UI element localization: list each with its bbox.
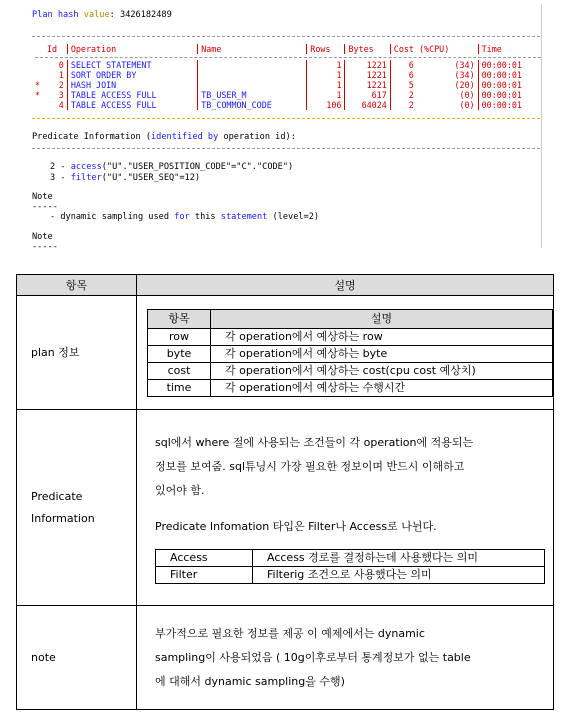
execution-plan-output bbox=[28, 4, 548, 252]
mark bbox=[32, 60, 44, 70]
mark: * bbox=[35, 80, 41, 90]
plan-hash-line: Plan hash value: 3426182489 bbox=[32, 10, 172, 20]
note-line: - dynamic sampling used for this statement (level=2) bbox=[50, 212, 320, 222]
plan-header-row bbox=[32, 44, 544, 54]
inner-header-item: 항목 bbox=[148, 309, 211, 328]
plan-row-cpu: (0) bbox=[459, 90, 475, 100]
plan-row-id: 2 bbox=[58, 80, 64, 90]
plan-row bbox=[32, 70, 544, 80]
plan-row-id: 0 bbox=[58, 60, 64, 70]
predicate-inner-row bbox=[156, 550, 545, 567]
plan-row-id: 1 bbox=[58, 70, 64, 80]
header-description: 설명 bbox=[137, 275, 554, 296]
predicate-line-2: 2 - access("U"."USER_POSITION_CODE"="C"."CODE") bbox=[50, 162, 294, 172]
predicate-line-3: 3 - filter("U"."USER_SEQ"=12) bbox=[50, 173, 201, 183]
plan-inner-desc: 각 operation에서 예상하는 row bbox=[211, 328, 553, 345]
inner-header-desc: 설명 bbox=[211, 309, 553, 328]
col-bytes: Bytes bbox=[345, 44, 390, 54]
predicate-inner-item: Access bbox=[156, 550, 253, 567]
plan-row-time: 00:00:01 bbox=[478, 70, 544, 80]
predicate-text-2: 정보를 보여줌. sql튜닝시 가장 필요한 정보이며 반드시 이해하고 bbox=[155, 460, 465, 473]
plan-row-cpu: (34) bbox=[454, 60, 475, 70]
note-text-3: 에 대해서 dynamic sampling을 수행) bbox=[155, 674, 345, 688]
plan-inner-desc: 각 operation에서 예상하는 수행시간 bbox=[211, 379, 553, 396]
col-id: Id bbox=[47, 44, 58, 54]
plan-inner-row bbox=[148, 328, 553, 345]
plan-row-cost: 2 bbox=[390, 100, 417, 110]
col-rows: Rows bbox=[307, 44, 345, 54]
row-label-plan: plan 정보 bbox=[17, 296, 137, 410]
col-cost: Cost (%CPU) bbox=[390, 44, 478, 54]
plan-row-cpu: (20) bbox=[454, 80, 475, 90]
scrollbar-edge bbox=[541, 4, 542, 248]
predicate-description bbox=[155, 431, 553, 503]
plan-row-operation: SELECT STATEMENT bbox=[67, 60, 197, 70]
predicate-inner-desc: Access 경로를 결정하는데 사용했다는 의미 bbox=[253, 550, 545, 567]
plan-row-rows: 106 bbox=[307, 100, 345, 110]
predicate-inner-row bbox=[156, 567, 545, 584]
plan-row bbox=[32, 100, 544, 110]
plan-inner-row bbox=[148, 362, 553, 379]
plan-row-rows: 1 bbox=[307, 70, 345, 80]
predicate-title: Predicate Information (identified by operation id): bbox=[32, 132, 296, 142]
plan-row-name: TB_COMMON_CODE bbox=[198, 100, 307, 110]
col-operation: Operation bbox=[67, 44, 197, 54]
plan-inner-item: byte bbox=[148, 345, 211, 362]
plan-row bbox=[32, 80, 544, 90]
predicate-text-3: 있어야 함. bbox=[155, 484, 205, 497]
note-cell bbox=[137, 606, 554, 710]
plan-row-id: 4 bbox=[58, 100, 64, 110]
plan-row bbox=[32, 60, 544, 70]
plan-inner-row bbox=[148, 345, 553, 362]
plan-row-rows: 1 bbox=[307, 90, 345, 100]
plan-inner-row bbox=[148, 379, 553, 396]
col-time: Time bbox=[478, 44, 544, 54]
plan-row-cpu: (0) bbox=[459, 100, 475, 110]
plan-row-cost: 5 bbox=[390, 80, 417, 90]
note-title-2: Note bbox=[32, 232, 53, 242]
plan-row-name bbox=[198, 70, 307, 80]
plan-row-rows: 1 bbox=[307, 60, 345, 70]
mark bbox=[32, 70, 44, 80]
plan-inner-item: row bbox=[148, 328, 211, 345]
note-dash-2: ----- bbox=[32, 242, 58, 252]
mark: * bbox=[35, 90, 41, 100]
plan-row-operation: TABLE ACCESS FULL bbox=[67, 100, 197, 110]
predicate-inner-item: Filter bbox=[156, 567, 253, 584]
description-table bbox=[16, 274, 554, 710]
plan-row-name bbox=[198, 80, 307, 90]
plan-row-bytes: 617 bbox=[345, 90, 390, 100]
plan-row-id: 3 bbox=[58, 90, 64, 100]
header-item: 항목 bbox=[17, 275, 137, 296]
plan-row-bytes: 1221 bbox=[345, 80, 390, 90]
note-title: Note bbox=[32, 192, 53, 202]
plan-row-operation: SORT ORDER BY bbox=[67, 70, 197, 80]
plan-inner-desc: 각 operation에서 예상하는 byte bbox=[211, 345, 553, 362]
plan-row bbox=[32, 90, 544, 100]
plan-inner-desc: 각 operation에서 예상하는 cost(cpu cost 예상치) bbox=[211, 362, 553, 379]
plan-table bbox=[32, 44, 544, 110]
plan-row-bytes: 64024 bbox=[345, 100, 390, 110]
row-label-note: note bbox=[17, 606, 137, 710]
predicate-inner-table bbox=[155, 549, 545, 584]
plan-inner-item: cost bbox=[148, 362, 211, 379]
divider-yellow bbox=[32, 118, 540, 119]
plan-hash-value: 3426182489 bbox=[120, 10, 172, 20]
plan-row-bytes: 1221 bbox=[345, 70, 390, 80]
note-dash: ----- bbox=[32, 202, 58, 212]
predicate-info-cell bbox=[137, 410, 554, 606]
plan-row-time: 00:00:01 bbox=[478, 60, 544, 70]
mark bbox=[32, 100, 44, 110]
plan-info-inner-table bbox=[147, 309, 553, 397]
plan-row-operation: HASH JOIN bbox=[67, 80, 197, 90]
note-description bbox=[155, 622, 545, 694]
plan-row-name bbox=[198, 60, 307, 70]
divider bbox=[32, 148, 540, 149]
plan-info-cell bbox=[137, 296, 554, 410]
predicate-text-1: sql에서 where 절에 사용되는 조건들이 각 operation에 적용되는 bbox=[155, 436, 474, 449]
row-label-predicate: Predicate Information bbox=[17, 410, 137, 606]
predicate-type-text: Predicate Infomation 타입은 Filter나 Access로 나뉜다. bbox=[155, 520, 437, 533]
col-mark bbox=[32, 44, 44, 54]
plan-row-cost: 6 bbox=[390, 60, 417, 70]
plan-row-name: TB_USER_M bbox=[198, 90, 307, 100]
plan-row-rows: 1 bbox=[307, 80, 345, 90]
plan-inner-item: time bbox=[148, 379, 211, 396]
plan-row-cost: 6 bbox=[390, 70, 417, 80]
plan-row-cpu: (34) bbox=[454, 70, 475, 80]
note-text-1: 부가적으로 필요한 정보를 제공 이 예제에서는 dynamic bbox=[155, 626, 425, 640]
plan-row-time: 00:00:01 bbox=[478, 100, 544, 110]
plan-row-operation: TABLE ACCESS FULL bbox=[67, 90, 197, 100]
predicate-inner-desc: Filterig 조건으로 사용했다는 의미 bbox=[253, 567, 545, 584]
plan-row-bytes: 1221 bbox=[345, 60, 390, 70]
plan-row-time: 00:00:01 bbox=[478, 90, 544, 100]
plan-row-cost: 2 bbox=[390, 90, 417, 100]
note-text-2: sampling이 사용되었음 ( 10g이후로부터 통계정보가 없는 table bbox=[155, 650, 471, 664]
col-name: Name bbox=[198, 44, 307, 54]
divider bbox=[32, 36, 540, 37]
plan-row-time: 00:00:01 bbox=[478, 80, 544, 90]
